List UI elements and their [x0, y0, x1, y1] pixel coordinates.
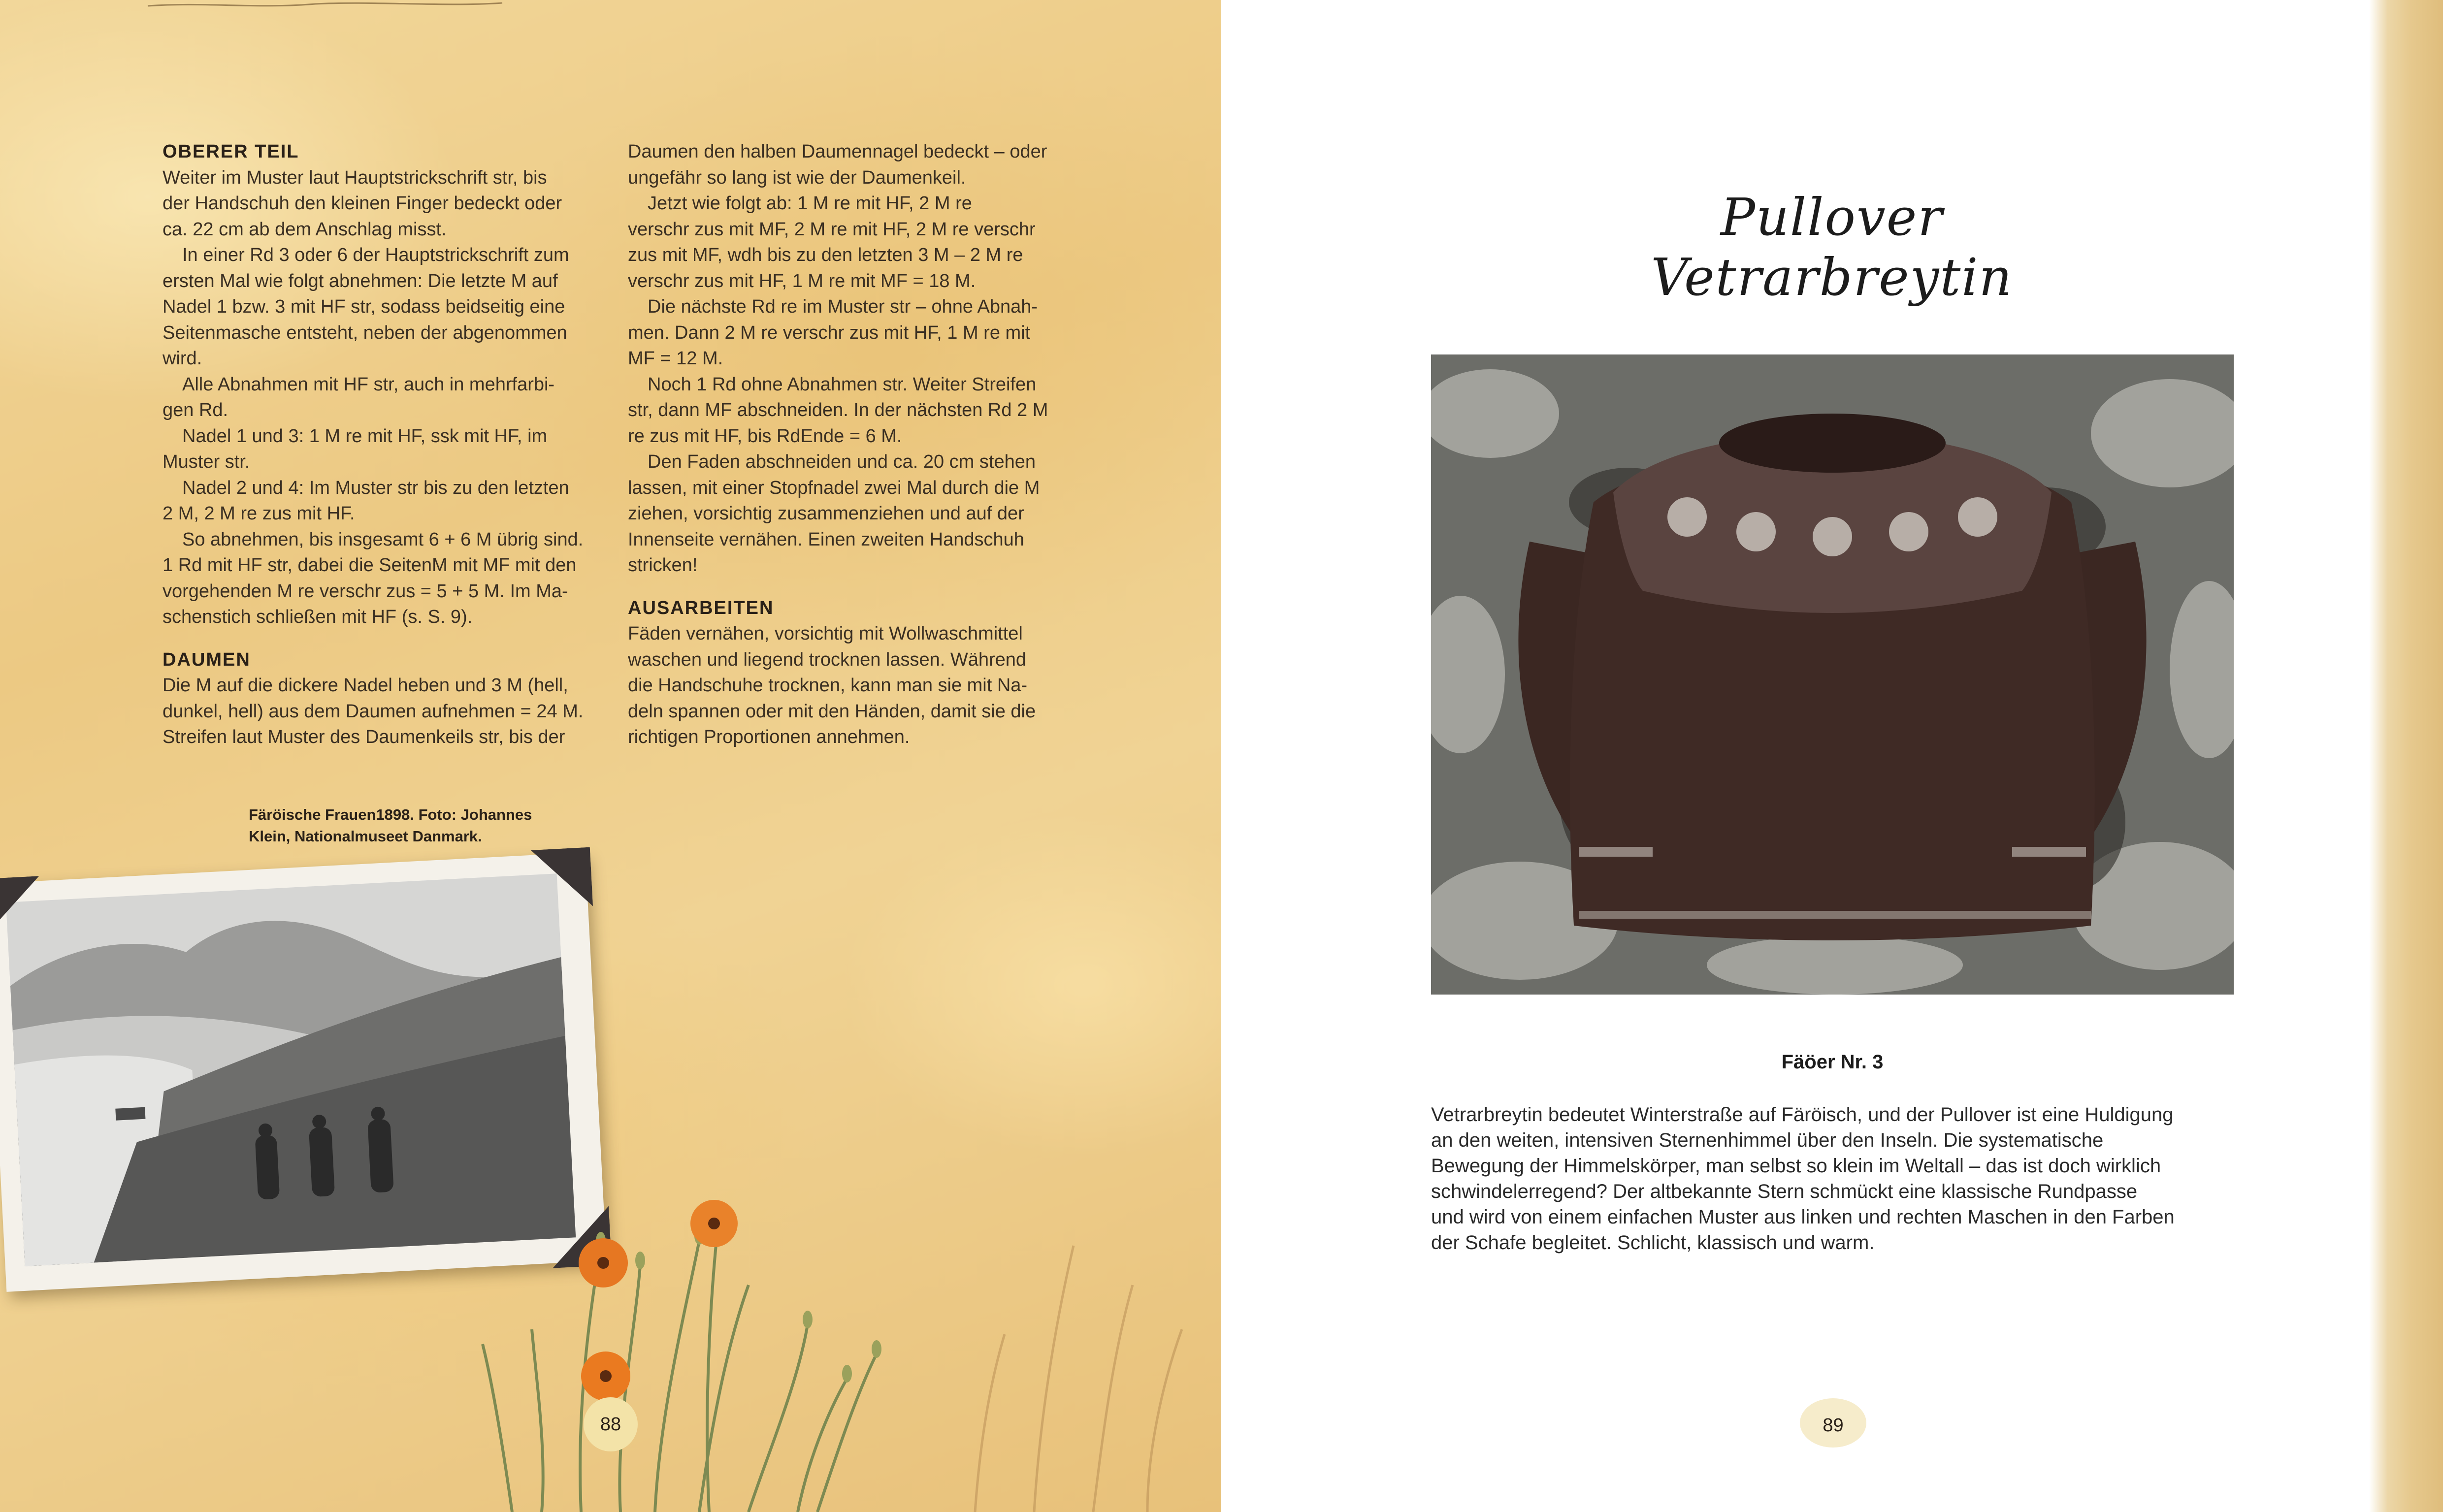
torn-paper-edge [2369, 0, 2443, 1512]
text-line: Jetzt wie folgt ab: 1 M re mit HF, 2 M re [648, 193, 972, 214]
description-line: und wird von einem einfachen Muster aus linken und rechten Maschen in den Farben [1431, 1206, 2175, 1228]
text-line: ca. 22 cm ab dem Anschlag misst. [163, 219, 447, 240]
text-line: zus mit MF, wdh bis zu den letzten 3 M – 2 M re [628, 245, 1023, 265]
heading-daumen: DAUMEN [163, 649, 251, 670]
text-line: In einer Rd 3 oder 6 der Hauptstrickschrift zum [182, 245, 569, 265]
text-line: ungefähr so lang ist wie der Daumenkeil. [628, 167, 966, 188]
text-line: gen Rd. [163, 400, 228, 420]
text-column-1 [163, 139, 601, 750]
heading-ausarbeiten: AUSARBEITEN [628, 597, 774, 618]
text-line: verschr zus mit HF, 1 M re mit MF = 18 M. [628, 270, 976, 291]
text-line: richtigen Proportionen annehmen. [628, 727, 910, 747]
text-line: verschr zus mit MF, 2 M re mit HF, 2 M re verschr [628, 219, 1036, 240]
text-line: Daumen den halben Daumennagel bedeckt – oder [628, 141, 1047, 162]
text-line: lassen, mit einer Stopfnadel zwei Mal durch die M [628, 477, 1040, 498]
page-number-left: 88 [584, 1397, 638, 1451]
text-line: schenstich schließen mit HF (s. S. 9). [163, 607, 473, 627]
description-line: Bewegung der Himmelskörper, man selbst so klein im Weltall – das ist doch wirklich [1431, 1155, 2161, 1177]
text-line: waschen und liegend trocknen lassen. Während [628, 649, 1027, 670]
caption-line: Färöische Frauen1898. Foto: Johannes [249, 806, 532, 823]
photo-corner [0, 876, 42, 938]
sweater-photo [1431, 354, 2234, 995]
text-line: ersten Mal wie folgt abnehmen: Die letzte M auf [163, 270, 558, 291]
description-line: an den weiten, intensiven Sternenhimmel über den Inseln. Die systematische [1431, 1129, 2104, 1151]
description-line: Vetrarbreytin bedeutet Winterstraße auf Färöisch, und der Pullover ist eine Huldigung [1431, 1104, 2174, 1126]
poppy-flowers [579, 1200, 738, 1401]
photo-corner [531, 847, 593, 909]
text-column-2 [628, 139, 1071, 750]
pattern-title: Pullover Vetrarbreytin [1651, 187, 2013, 307]
left-page [0, 0, 1221, 1512]
text-line: Den Faden abschneiden und ca. 20 cm stehen [648, 451, 1036, 472]
text-line: stricken! [628, 555, 698, 576]
text-line: dunkel, hell) aus dem Daumen aufnehmen = 24 M. [163, 701, 584, 722]
text-line: So abnehmen, bis insgesamt 6 + 6 M übrig sind. [182, 529, 584, 550]
text-line: vorgehenden M re verschr zus = 5 + 5 M. Im Ma- [163, 580, 568, 602]
text-line: Noch 1 Rd ohne Abnahmen str. Weiter Streifen [648, 374, 1037, 395]
text-line: Nadel 1 bzw. 3 mit HF str, sodass beidseitig eine [163, 296, 565, 317]
caption-line: Klein, Nationalmuseet Danmark. [249, 828, 482, 845]
text-line: 1 Rd mit HF str, dabei die SeitenM mit MF mit den [163, 555, 577, 576]
heading-oberer-teil: OBERER TEIL [163, 141, 299, 162]
text-line: Fäden vernähen, vorsichtig mit Wollwaschmittel [628, 623, 1023, 644]
wall-crack [0, 0, 1221, 30]
text-line: Innenseite vernähen. Einen zweiten Handschuh [628, 529, 1024, 550]
pattern-description [1431, 1102, 2244, 1255]
description-line: der Schafe begleitet. Schlicht, klassisch und warm. [1431, 1232, 1875, 1254]
text-line: ziehen, vorsichtig zusammenziehen und auf der [628, 503, 1024, 524]
text-line: MF = 12 M. [628, 348, 723, 369]
text-line: Die nächste Rd re im Muster str – ohne Abnah- [648, 296, 1038, 317]
text-line: die Handschuhe trocknen, kann man sie mit Na- [628, 675, 1028, 696]
right-page [1221, 0, 2443, 1512]
text-line: re zus mit HF, bis RdEnde = 6 M. [628, 425, 902, 447]
text-line: Muster str. [163, 451, 250, 472]
text-line: Seitenmasche entsteht, neben der abgenommen [163, 322, 567, 343]
text-line: Streifen laut Muster des Daumenkeils str, bis der [163, 727, 565, 747]
text-line: str, dann MF abschneiden. In der nächsten Rd 2 M [628, 400, 1048, 420]
text-line: der Handschuh den kleinen Finger bedeckt oder [163, 193, 562, 214]
photo-caption [249, 804, 564, 847]
description-line: schwindelerregend? Der altbekannte Stern schmückt eine klassische Rundpasse [1431, 1181, 2138, 1202]
text-line: Nadel 2 und 4: Im Muster str bis zu den letzten [182, 477, 569, 498]
text-line: men. Dann 2 M re verschr zus mit HF, 1 M re mit [628, 322, 1031, 343]
text-line: Weiter im Muster laut Hauptstrickschrift str, bis [163, 167, 547, 188]
sweater-illustration [1431, 354, 2234, 995]
text-line: 2 M, 2 M re zus mit HF. [163, 503, 355, 524]
text-line: deln spannen oder mit den Händen, damit sie die [628, 701, 1036, 722]
page-number-right: 89 [1800, 1398, 1866, 1448]
text-line: Alle Abnahmen mit HF str, auch in mehrfarbi- [182, 374, 555, 395]
pattern-subtitle: Fäöer Nr. 3 [1781, 1051, 1884, 1073]
text-line: Die M auf die dickere Nadel heben und 3 M (hell, [163, 675, 568, 696]
text-line: wird. [163, 348, 202, 369]
text-line: Nadel 1 und 3: 1 M re mit HF, ssk mit HF, im [182, 425, 548, 447]
